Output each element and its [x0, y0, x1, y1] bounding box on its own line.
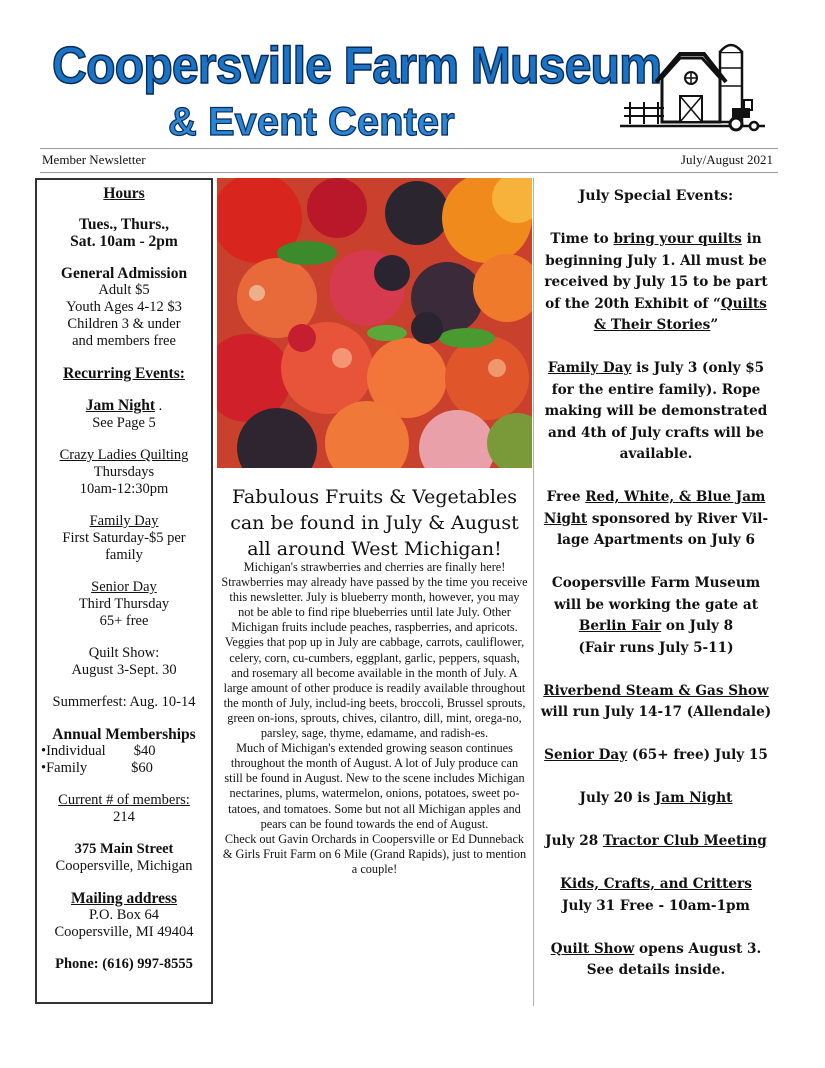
masthead [40, 36, 785, 148]
senior-day-detail-1: Third Thursday [78, 596, 170, 612]
summerfest-item [37, 694, 211, 711]
family-day-link: Family Day [547, 360, 632, 376]
hours-section [37, 185, 211, 250]
admission-heading: General Admission [60, 265, 188, 282]
quilts-title: Quilts & Their Stories [593, 295, 767, 333]
senior-day-detail-2: 65+ free [99, 613, 149, 629]
steam-link: Riverbend Steam & Gas Show [543, 682, 769, 699]
quilt-show-details: See details inside. [586, 962, 726, 978]
quilting-title: Crazy Ladies Quilting [59, 447, 189, 463]
article-body [221, 560, 528, 877]
senior-link: Senior Day [544, 747, 628, 763]
event-steam-show [538, 681, 774, 724]
mailing-heading: Mailing address [70, 890, 178, 907]
event-senior-day [538, 745, 774, 767]
membership-family-price: $60 [131, 760, 153, 776]
family-day-text: is July 3 (only $5 for the entire family). Rope making will be demonstrated and 4th of July crafts will be available. [544, 360, 768, 462]
event-center-title: & Event Center [168, 100, 455, 144]
phone: Phone: (616) 997-8555 [55, 956, 193, 972]
membership-family-label: •Family [41, 760, 88, 776]
recurring-heading: Recurring Events: [63, 365, 185, 382]
event-jam-night [538, 487, 774, 552]
kids-post: July 31 Free - 10am-1pm [562, 897, 750, 914]
quilt-show-dates: August 3-Sept. 30 [71, 662, 177, 678]
city: Coopersville, Michigan [55, 858, 193, 874]
membership-individual-price: $40 [133, 743, 156, 759]
admission-children-2: and members free [72, 333, 176, 349]
recurring-heading-block [37, 365, 211, 382]
fruit-assortment-photo [217, 178, 532, 468]
mailing-section [37, 890, 211, 941]
quilt-show-post: opens August 3. [634, 940, 762, 957]
street-address: 375 Main Street [74, 841, 174, 857]
column-divider [533, 178, 534, 1006]
fair-post: (Fair runs July 5-11) [578, 639, 734, 656]
headline-line-3: all around West Michigan! [247, 538, 502, 560]
jam-link: Red, White, & Blue Jam Night [543, 489, 766, 527]
membership-family [37, 760, 211, 777]
senior-post: (65+ free) July 15 [627, 747, 768, 763]
admission-adult: Adult $5 [98, 282, 150, 298]
jam-pre: Free [546, 489, 586, 505]
quilting-detail-2: 10am-12:30pm [79, 481, 169, 497]
tractor-link: Tractor Club Meeting [602, 833, 767, 849]
phone-section [37, 956, 211, 973]
header-rule-top [40, 148, 778, 149]
admission-children-1: Children 3 & under [67, 316, 181, 332]
hours-time: Sat. 10am - 2pm [70, 233, 178, 250]
article-paragraph-1: Michigan's strawberries and cherries are finally here! Strawberries may already have passed by the time you receive this newsletter. July is blueberry month, however, you may not be able to find ripe blueberries until late July. Other Michigan fruits include peaches, raspberries, and apricots. Veggies that pop up in July are cabbage, carrots, cauliflower, celery, corn, cu-cumbers, eggplant, garlic, peppers, squash, and rosemary all become available in the month of July. A large amount of other produce is readily available throughout the month of July, includ-ing beets, broccoli, Brussel sprouts, green on-ions, sprouts, chives, cilantro, dill, mint, orega-no, parsley, sage, thyme, edamame, and radish-es. [221, 560, 528, 741]
article-paragraph-3: Check out Gavin Orchards in Coopersville or Ed Dunneback & Girls Fruit Farm on 6 Mile (Grand Rapids), just to mention a couple! [222, 831, 527, 876]
admission-youth: Youth Ages 4-12 $3 [66, 299, 182, 315]
steam-post: will run July 14-17 (Allendale) [540, 704, 772, 720]
hours-heading: Hours [103, 185, 145, 202]
jam-night-title: Jam Night [85, 397, 156, 414]
event-quilt-show [538, 939, 774, 982]
membership-individual-label: •Individual [41, 743, 106, 759]
quilts-post: ” [710, 317, 719, 333]
issue-date: July/August 2021 [680, 152, 773, 167]
membership-individual [37, 743, 211, 760]
mailing-city: Coopersville, MI 49404 [54, 924, 194, 940]
tractor-pre: July 28 [545, 833, 603, 849]
jam-night-suffix: . [155, 398, 163, 414]
quilts-mid: in beginning July 1. All must be received by July 15 to be part of the 20th Exhibit of “ [544, 231, 768, 312]
fair-pre: Coopersville Farm Museum will be working the gate at [551, 575, 761, 613]
quilt-show-title: Quilt Show: [88, 645, 160, 661]
event-jam-night-20 [538, 788, 774, 810]
fair-link: Berlin Fair [578, 618, 662, 634]
jam-night-item [37, 397, 211, 432]
article-paragraph-2: Much of Michigan's extended growing season continues throughout the month of August. A lot of July produce can still be found in August. New to the scene includes Michigan nectarines, plums, watermelon, onions, potatoes, sweet po-tatoes, and tomatoes. Some but not all Michigan apples and pears can be found towards the end of August. [224, 741, 525, 831]
quilting-item [37, 447, 211, 498]
info-sidebar [35, 178, 213, 1004]
family-day-title: Family Day [89, 513, 159, 529]
header-rule-bottom [40, 172, 778, 173]
fair-mid: on July 8 [661, 618, 734, 634]
quilting-detail-1: Thursdays [93, 464, 155, 480]
event-tractor-club [538, 831, 774, 853]
jam20-pre: July 20 is [579, 790, 655, 806]
memberships-section [37, 726, 211, 777]
jam-night-detail: See Page 5 [92, 415, 156, 431]
senior-day-item [37, 579, 211, 630]
po-box: P.O. Box 64 [88, 907, 160, 923]
family-day-detail-1: First Saturday-$5 per [62, 530, 186, 546]
museum-title: Coopersville Farm Museum [52, 37, 662, 95]
headline-line-1: Fabulous Fruits & Vegetables [232, 486, 517, 508]
hours-days: Tues., Thurs., [78, 216, 170, 233]
event-family-day [538, 358, 774, 466]
jam-post: sponsored by River Vil-lage Apartments on July 6 [557, 510, 769, 548]
senior-day-title: Senior Day [91, 579, 157, 595]
quilt-show-item [37, 645, 211, 679]
special-events-column [538, 186, 774, 1003]
jam20-link: Jam Night [654, 790, 733, 806]
events-heading: July Special Events: [578, 188, 734, 204]
newsletter-label: Member Newsletter [42, 152, 146, 167]
members-count-label: Current # of members: [58, 792, 190, 808]
event-berlin-fair [538, 573, 774, 659]
summerfest: Summerfest: Aug. 10-14 [52, 694, 196, 710]
article-headline [217, 484, 532, 562]
family-day-item [37, 513, 211, 564]
quilts-pre: Time to [550, 231, 614, 247]
quilt-show-link: Quilt Show [550, 940, 635, 957]
memberships-heading: Annual Memberships [52, 726, 196, 743]
street-address-section [37, 841, 211, 875]
barn-silo-tractor-icon [620, 38, 765, 142]
event-quilts [538, 229, 774, 337]
kids-link: Kids, Crafts, and Critters [560, 876, 752, 892]
event-kids-crafts [538, 874, 774, 917]
family-day-detail-2: family [105, 547, 143, 563]
admission-section [37, 265, 211, 350]
members-count-section [37, 792, 211, 826]
quilts-link: bring your quilts [613, 231, 742, 247]
headline-line-2: can be found in July & August [230, 512, 519, 534]
members-count: 214 [113, 809, 135, 825]
